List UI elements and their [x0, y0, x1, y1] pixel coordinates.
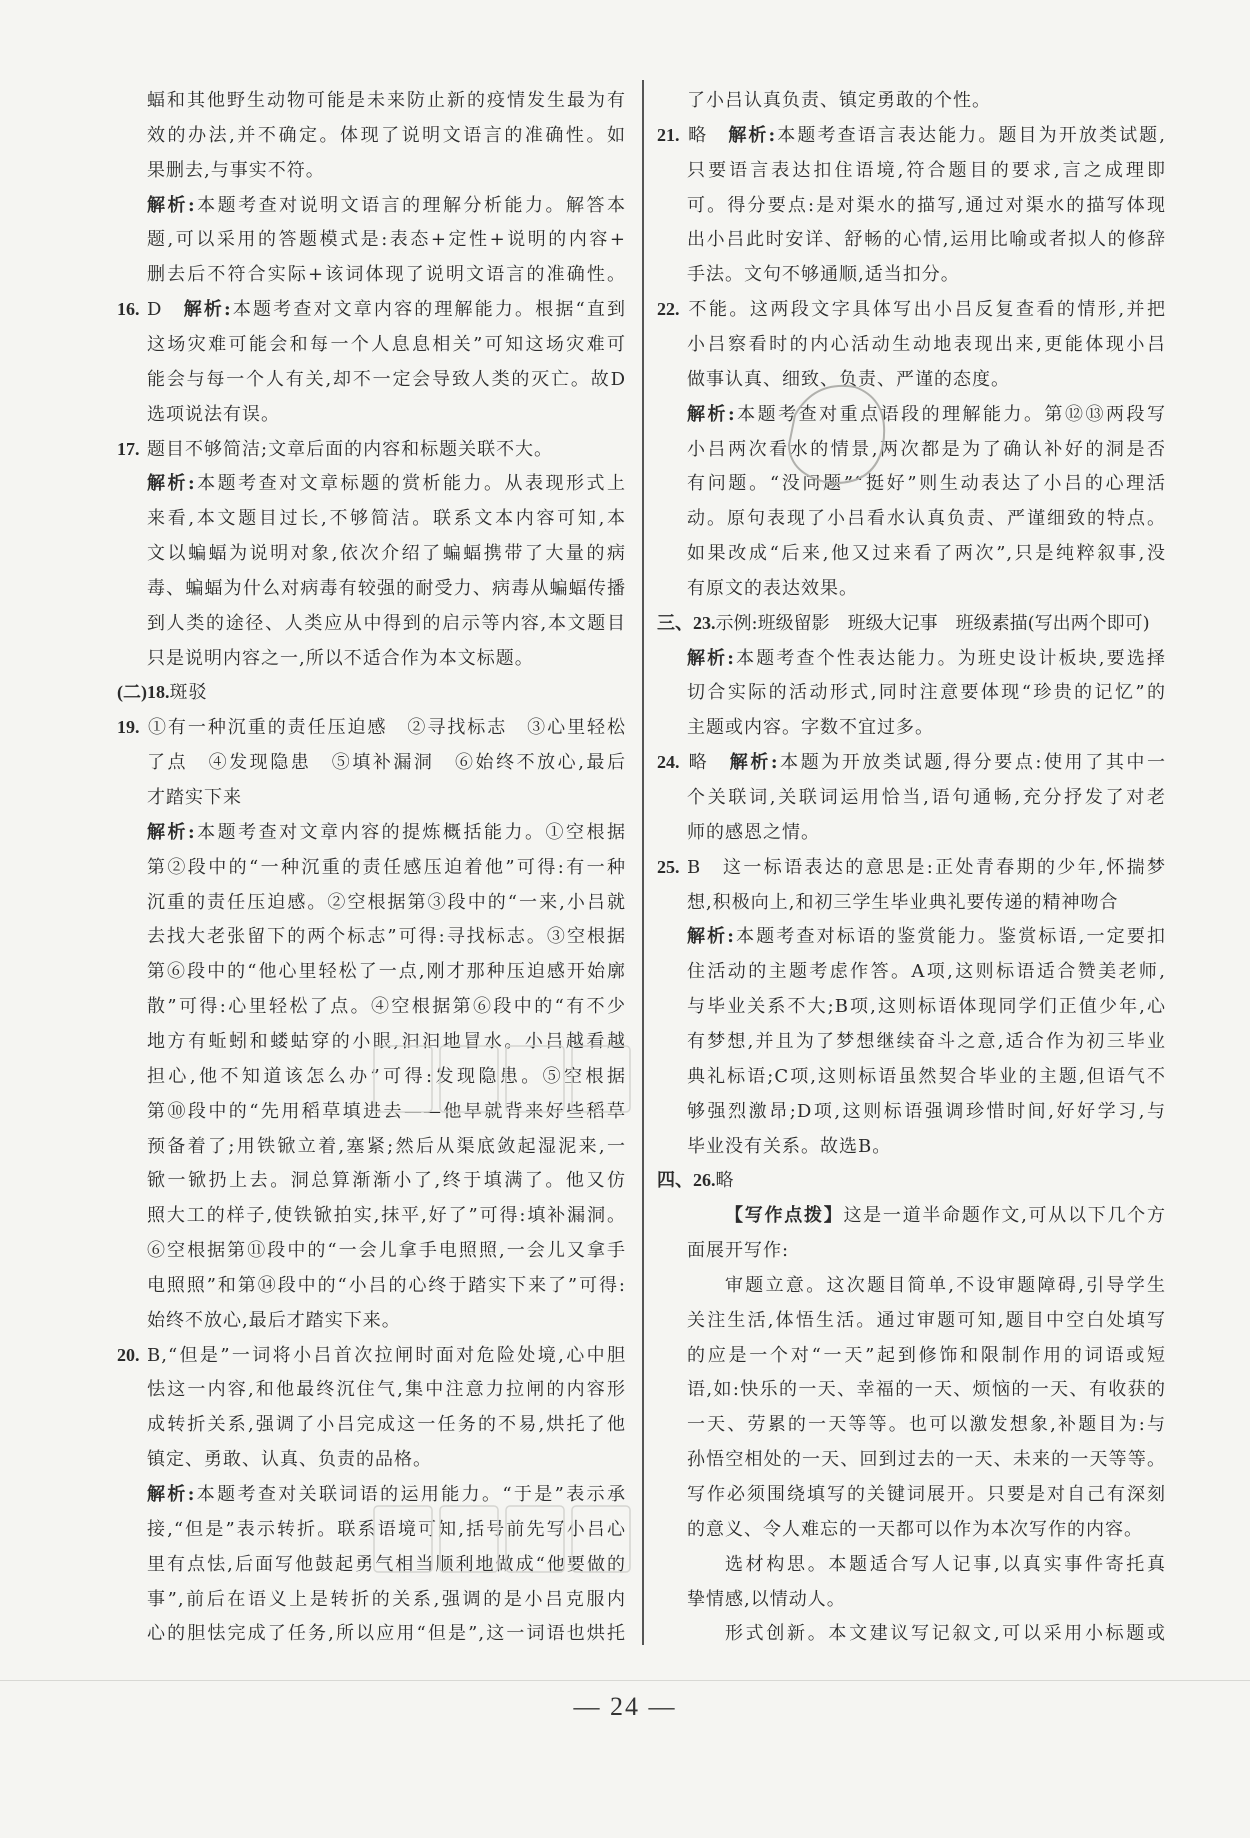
line-text: 孙悟空相处的一天、回到过去的一天、未来的一天等等。	[687, 1449, 1166, 1471]
text-line	[657, 1163, 1166, 1198]
line-text: 本题考查对说明文语言的理解分析能力。解答本	[195, 194, 626, 216]
text-line	[657, 850, 1166, 885]
text-line	[117, 780, 626, 815]
label-analysis: 解析:	[147, 821, 196, 843]
text-line	[657, 222, 1166, 257]
line-text: 出小吕此时安详、舒畅的心情,运用比喻或者拟人的修辞	[687, 229, 1166, 251]
line-text: 本题考查对关联词语的运用能力。“于是”表示承	[195, 1484, 626, 1505]
text-line	[117, 989, 626, 1024]
text-line	[117, 1512, 626, 1547]
line-text: 可。得分要点:是对渠水的描写,通过对渠水的描写体现	[687, 194, 1166, 216]
question-number: 20.	[117, 1344, 140, 1365]
line-text: 师的感恩之情。	[687, 821, 820, 843]
line-text: 的意义、令人难忘的一天都可以作为本次写作的内容。	[687, 1518, 1143, 1540]
line-text: 第⑥段中的“他心里轻松了一点,刚才那种压迫感开始廓	[147, 961, 626, 983]
text-line	[117, 1024, 626, 1059]
line-text: 略	[715, 1170, 735, 1192]
line-text: 形式创新。本文建议写记叙文,可以采用小标题或	[725, 1623, 1166, 1645]
text-line	[117, 501, 626, 536]
line-text: 成转折关系,强调了小吕完成这一任务的不易,烘托了他	[147, 1414, 626, 1436]
label-analysis: 解析:	[147, 1484, 196, 1505]
answer-choice: 略	[687, 124, 729, 146]
label-analysis: 解析:	[687, 403, 736, 425]
text-line	[117, 1547, 626, 1582]
text-line	[657, 1024, 1166, 1059]
text-line	[117, 83, 626, 118]
question-number: 21.	[657, 124, 680, 145]
question-number: 三、23.	[657, 612, 716, 633]
text-line	[657, 1442, 1166, 1477]
line-text: B,“但是”一词将小吕首次拉闸时面对危险处境,心中胆	[147, 1344, 626, 1366]
text-line	[657, 1547, 1166, 1582]
line-text: ①有一种沉重的责任压迫感 ②寻找标志 ③心里轻松	[147, 717, 626, 739]
text-line	[117, 1338, 626, 1373]
line-text: 蝠和其他野生动物可能是未来防止新的疫情发生最为有	[147, 90, 626, 111]
text-line	[117, 188, 626, 223]
text-line	[117, 1303, 626, 1338]
text-line	[117, 1442, 626, 1477]
line-text: 动。原句表现了小吕看水认真负责、严谨细致的特点。	[687, 508, 1166, 530]
text-line	[657, 745, 1166, 780]
text-line	[117, 257, 626, 292]
line-text: ⑥空根据第⑪段中的“一会儿拿手电照照,一会儿又拿手	[147, 1240, 626, 1262]
text-line	[657, 362, 1166, 397]
line-text: 手法。文句不够通顺,适当扣分。	[687, 264, 960, 286]
line-text: 够强烈激昂;D项,这则标语强调珍惜时间,好好学习,与	[687, 1100, 1166, 1122]
line-text: 切合实际的活动形式,同时注意要体现“珍贵的记忆”的	[687, 682, 1166, 704]
text-line	[657, 675, 1166, 710]
text-line	[657, 919, 1166, 954]
line-text: 如果改成“后来,他又过来看了两次”,只是纯粹叙事,没	[687, 543, 1166, 565]
text-line	[657, 1407, 1166, 1442]
line-text: 一天、劳累的一天等等。也可以激发想象,补题目为:与	[687, 1414, 1166, 1436]
line-text: 电照照”和第⑭段中的“小吕的心终于踏实下来了”可得:	[147, 1274, 626, 1296]
text-line	[657, 257, 1166, 292]
text-line	[117, 397, 626, 432]
line-text: 本题考查个性表达能力。为班史设计板块,要选择	[734, 647, 1166, 669]
text-line	[117, 536, 626, 571]
text-line	[117, 1059, 626, 1094]
line-text: 锨一锨扔上去。洞总算渐渐小了,终于填满了。他又仿	[147, 1170, 626, 1192]
text-line	[657, 118, 1166, 153]
text-line	[657, 1233, 1166, 1268]
text-line	[117, 1094, 626, 1129]
label-analysis: 解析:	[687, 647, 735, 669]
line-text: 关注生活,体悟生活。通过审题可知,题目中空白处填写	[687, 1309, 1166, 1331]
label-analysis: 解析:	[147, 473, 196, 495]
text-line	[657, 1303, 1166, 1338]
text-line	[117, 1129, 626, 1164]
line-text: 了点 ④发现隐患 ⑤填补漏洞 ⑥始终不放心,最后	[147, 752, 626, 774]
label-analysis: 解析:	[687, 926, 735, 948]
text-line	[657, 1094, 1166, 1129]
text-line	[657, 606, 1166, 641]
line-text: 本题考查语言表达能力。题目为开放类试题,	[776, 124, 1166, 146]
text-line	[117, 1582, 626, 1617]
text-line	[117, 466, 626, 501]
text-line	[117, 222, 626, 257]
line-text: 有梦想,并且为了梦想继续奋斗之意,适合作为初三毕业	[687, 1030, 1166, 1052]
text-line	[117, 641, 626, 676]
text-line	[657, 1372, 1166, 1407]
line-text: 有问题。“没问题”“挺好”则生动表达了小吕的心理活	[687, 473, 1166, 495]
text-line	[657, 432, 1166, 467]
text-line	[657, 1268, 1166, 1303]
line-text: 题,可以采用的答题模式是:表态+定性+说明的内容+	[147, 229, 626, 251]
text-line	[657, 397, 1166, 432]
line-text: 语,如:快乐的一天、幸福的一天、烦恼的一天、有收获的	[687, 1379, 1166, 1401]
line-text: 本题考查对重点语段的理解能力。第⑫⑬两段写	[735, 403, 1166, 425]
line-text: 本题考查对文章内容的理解能力。根据“直到	[231, 299, 626, 321]
text-line	[117, 1477, 626, 1512]
line-text: 毕业没有关系。故选B。	[687, 1135, 892, 1157]
text-line	[117, 606, 626, 641]
line-text: 选项说法有误。	[147, 403, 280, 425]
line-text: 只要语言表达扣住语境,符合题目的要求,言之成理即	[687, 159, 1166, 181]
line-text: 能会与每一个人有关,却不一定会导致人类的灭亡。故D	[147, 368, 626, 390]
line-text: 这场灾难可能会和每一个人息息相关”可知这场灾难可	[147, 333, 626, 355]
question-number: 25.	[657, 856, 680, 877]
text-line	[657, 327, 1166, 362]
line-text: 到人类的途径、人类应从中得到的启示等内容,本文题目	[147, 612, 626, 634]
line-text: 删去后不符合实际+该词体现了说明文语言的准确性。	[147, 264, 626, 286]
text-line	[657, 1477, 1166, 1512]
line-text: 住活动的主题考虑作答。A项,这则标语适合赞美老师,	[687, 961, 1166, 983]
text-line	[117, 571, 626, 606]
text-line	[117, 1372, 626, 1407]
line-text: 有原文的表达效果。	[687, 577, 858, 599]
text-line	[117, 1268, 626, 1303]
text-line	[117, 1616, 626, 1651]
line-text: 主题或内容。字数不宜过多。	[687, 717, 934, 739]
label-analysis: 【写作点拨】	[725, 1205, 844, 1227]
line-text: 第⑩段中的“先用稻草填进去——他早就背来好些稻草	[147, 1100, 626, 1122]
text-line	[117, 327, 626, 362]
label-analysis: 解析:	[147, 194, 196, 216]
line-text: 斑驳	[169, 682, 208, 704]
text-line	[657, 989, 1166, 1024]
line-text: 去找大老张留下的两个标志”可得:寻找标志。③空根据	[147, 926, 626, 948]
line-text: 典礼标语;C项,这则标语虽然契合毕业的主题,但语气不	[687, 1065, 1166, 1087]
line-text: 怯这一内容,和他最终沉住气,集中注意力拉闸的内容形	[147, 1379, 626, 1401]
text-line	[657, 536, 1166, 571]
label-analysis: 解析:	[183, 299, 232, 321]
line-text: 的应是一个对“一天”起到修饰和限制作用的词语或短	[687, 1344, 1166, 1366]
line-text: 写作必须围绕填写的关键词展开。只要是对自己有深刻	[687, 1484, 1166, 1505]
page-number: — 24 —	[573, 1692, 677, 1721]
line-text: 挚情感,以情动人。	[687, 1588, 846, 1610]
line-text: 本题考查对文章内容的提炼概括能力。①空根据	[195, 821, 626, 843]
line-text: 地方有蚯蚓和蝼蛄穿的小眼,汩汩地冒水。小吕越看越	[147, 1030, 626, 1052]
text-line	[657, 188, 1166, 223]
text-line	[117, 885, 626, 920]
text-line	[117, 954, 626, 989]
text-line	[657, 641, 1166, 676]
text-line	[657, 780, 1166, 815]
text-line	[117, 675, 626, 710]
line-text: 本题考查对文章标题的赏析能力。从表现形式上	[195, 473, 626, 495]
answer-choice: 略	[687, 752, 730, 774]
line-text: 始终不放心,最后才踏实下来。	[147, 1309, 401, 1331]
line-text: 散”可得:心里轻松了点。④空根据第⑥段中的“有不少	[147, 996, 626, 1018]
question-number: 四、26.	[657, 1170, 716, 1191]
text-line	[657, 466, 1166, 501]
line-text: 做事认真、细致、负责、严谨的态度。	[687, 368, 1010, 390]
text-line	[657, 815, 1166, 850]
line-text: 事”,前后在语义上是转折的关系,强调的是小吕克服内	[147, 1588, 626, 1610]
text-line	[117, 432, 626, 467]
footer-rule	[0, 1680, 1250, 1681]
line-text: 毒、蝙蝠为什么对病毒有较强的耐受力、病毒从蝙蝠传播	[147, 577, 626, 599]
text-line	[657, 1198, 1166, 1233]
line-text: 预备着了;用铁锨立着,塞紧;然后从渠底敛起湿泥来,一	[147, 1135, 626, 1157]
line-text: 面展开写作:	[687, 1240, 790, 1262]
text-line	[657, 1059, 1166, 1094]
question-number: 16.	[117, 299, 140, 320]
question-number: 19.	[117, 717, 140, 738]
line-text: 文以蝙蝠为说明对象,依次介绍了蝙蝠携带了大量的病	[147, 543, 626, 565]
text-line	[117, 1233, 626, 1268]
question-number: 22.	[657, 299, 680, 320]
line-text: 效的办法,并不确定。体现了说明文语言的准确性。如	[147, 124, 626, 146]
text-line	[657, 83, 1166, 118]
line-text: 了小吕认真负责、镇定勇敢的个性。	[687, 90, 991, 111]
text-line	[657, 1512, 1166, 1547]
text-line	[117, 1163, 626, 1198]
line-text: 担心,他不知道该怎么办”可得:发现隐患。⑤空根据	[147, 1065, 626, 1087]
column-divider	[642, 80, 644, 1645]
text-line	[117, 745, 626, 780]
line-text: 照大工的样子,使铁锨拍实,抹平,好了”可得:填补漏洞。	[147, 1205, 626, 1227]
text-line	[657, 1616, 1166, 1651]
line-text: 与毕业关系不大;B项,这则标语体现同学们正值少年,心	[687, 996, 1166, 1018]
line-text: 沉重的责任压迫感。②空根据第③段中的“一来,小吕就	[147, 891, 626, 913]
label-analysis: 解析:	[729, 752, 779, 774]
line-text: 个关联词,关联词运用恰当,语句通畅,充分抒发了对老	[687, 787, 1166, 808]
question-number: 17.	[117, 438, 140, 459]
text-line	[657, 710, 1166, 745]
line-text: 小吕察看时的内心活动生动地表现出来,更能体现小吕	[687, 333, 1166, 355]
line-text: 镇定、勇敢、认真、负责的品格。	[147, 1449, 432, 1471]
line-text: 想,积极向上,和初三学生毕业典礼要传递的精神吻合	[687, 891, 1119, 913]
text-line	[657, 153, 1166, 188]
text-line	[117, 1407, 626, 1442]
text-line	[117, 118, 626, 153]
text-line	[117, 362, 626, 397]
line-text: 本题考查对标语的鉴赏能力。鉴赏标语,一定要扣	[734, 926, 1166, 948]
answer-choice: D	[147, 299, 184, 321]
line-text: 第②段中的“一种沉重的责任感压迫着他”可得:有一种	[147, 856, 626, 878]
text-line	[657, 292, 1166, 327]
text-line	[657, 1129, 1166, 1164]
text-line	[117, 850, 626, 885]
line-text: 选材构思。本题适合写人记事,以真实事件寄托真	[725, 1553, 1166, 1575]
line-text: 果删去,与事实不符。	[147, 159, 325, 181]
line-text: 接,“但是”表示转折。联系语境可知,括号前先写小吕心	[147, 1518, 626, 1540]
text-line	[657, 1338, 1166, 1373]
text-line	[117, 919, 626, 954]
line-text: 不能。这两段文字具体写出小吕反复查看的情形,并把	[687, 299, 1166, 321]
label-analysis: 解析:	[728, 124, 777, 146]
line-text: 审题立意。这次题目简单,不设审题障碍,引导学生	[725, 1274, 1166, 1296]
question-number: 24.	[657, 752, 680, 773]
line-text: 才踏实下来	[147, 787, 242, 808]
line-text: 心的胆怯完成了任务,所以应用“但是”,这一词语也烘托	[147, 1623, 626, 1645]
line-text: 里有点怯,后面写他鼓起勇气相当顺利地做成“他要做的	[147, 1553, 626, 1575]
line-text: 这是一道半命题作文,可从以下几个方	[843, 1205, 1166, 1227]
line-text: 题目不够简洁;文章后面的内容和标题关联不大。	[147, 438, 554, 460]
question-number: (二)18.	[117, 682, 170, 703]
text-line	[657, 954, 1166, 989]
line-text: 来看,本文题目过长,不够简洁。联系文本内容可知,本	[147, 508, 626, 530]
text-line	[657, 885, 1166, 920]
line-text: 只是说明内容之一,所以不适合作为本文标题。	[147, 647, 534, 669]
line-text: 示例:班级留影 班级大记事 班级素描(写出两个即可)	[715, 612, 1150, 634]
text-line	[657, 501, 1166, 536]
text-line	[657, 571, 1166, 606]
text-line	[117, 1198, 626, 1233]
text-line	[117, 710, 626, 745]
text-line	[117, 815, 626, 850]
line-text: 小吕两次看水的情景,两次都是为了确认补好的洞是否	[687, 438, 1166, 460]
line-text: B 这一标语表达的意思是:正处青春期的少年,怀揣梦	[687, 856, 1166, 878]
text-line	[657, 1582, 1166, 1617]
text-line	[117, 292, 626, 327]
text-line	[117, 153, 626, 188]
line-text: 本题为开放类试题,得分要点:使用了其中一	[778, 752, 1166, 774]
